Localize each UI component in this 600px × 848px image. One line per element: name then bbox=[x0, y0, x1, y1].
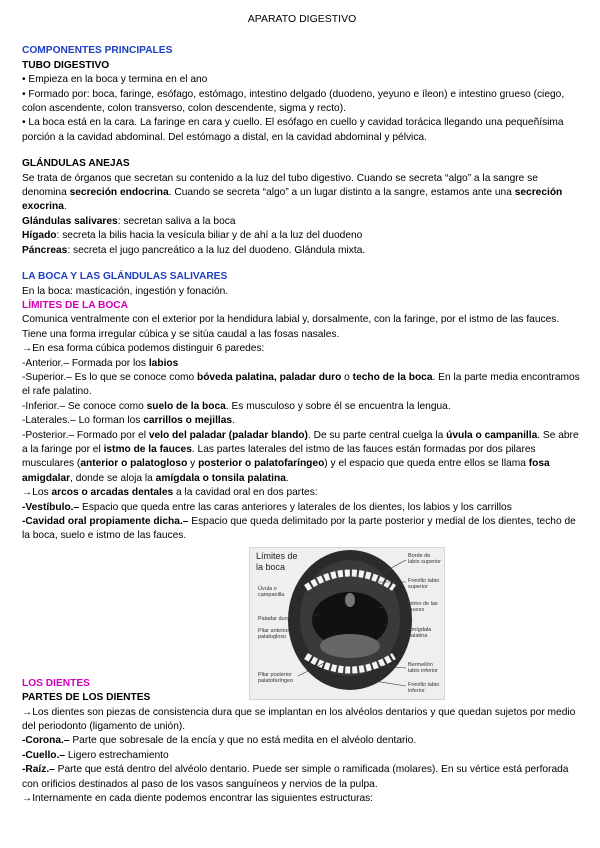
mouth-diagram-figure bbox=[249, 547, 445, 700]
bullet-3: • La boca está en la cara. La faringe en cara y cuello. El esófago en cuello y cavidad torácica llegando una pequeñísima porción a la cavidad abdominal. Del estómago a distal, en la cavidad abdominal y pélvica. bbox=[22, 117, 564, 143]
wall-anterior: -Anterior.– Formada por los labios bbox=[22, 357, 179, 369]
label-paladar-duro: Paladar duro bbox=[258, 616, 290, 622]
teeth-internal: →Internamente en cada diente podemos encontrar las siguientes estructuras: bbox=[22, 793, 374, 805]
label-frenillo-superior: Frenillo labio superior bbox=[408, 578, 440, 590]
mouth-intro: En la boca: masticación, ingestión y fonación. bbox=[22, 285, 229, 297]
wall-superior: -Superior.– Es lo que se conoce como bóveda palatina, paladar duro o techo de la boca. En la parte media encontramos el rafe palatino. bbox=[22, 371, 580, 398]
teeth-paragraph: →Los dientes son piezas de consistencia dura que se implantan en los alvéolos dentarios y que quedan sujetos por medio del periodonto (ligamento de unión). bbox=[22, 706, 576, 733]
tooth-crown: -Corona.– Parte que sobresale de la encía y que no está medita en el alvéolo dentario. bbox=[22, 735, 417, 747]
oral-cavity: -Cavidad oral propiamente dicha.– Espacio que queda delimitado por la parte posterior y medial de los dientes, techo de la boca, suelo e istmo de las fauces. bbox=[22, 516, 576, 542]
gland-liver: Hígado: secreta la bilis hacia la vesícula biliar y de ahí a la luz del duodeno bbox=[22, 230, 363, 242]
figure-caption: Límites de la boca bbox=[256, 551, 298, 572]
section-heading-glands: GLÁNDULAS ANEJAS bbox=[22, 158, 130, 170]
label-pilar-posterior: Pilar posterior palatofaríngeo bbox=[258, 672, 294, 684]
glands-paragraph: Se trata de órganos que secretan su contenido a la luz del tubo digestivo. Cuando se secreta “algo” a la sangre se denomina secreción endocrina. Cuando se secreta “algo” a un lugar distinto a la sangre, estamos ante una secreción exocrina. bbox=[22, 172, 563, 213]
arches-paragraph: →Los arcos o arcadas dentales a la cavidad oral en dos partes: bbox=[22, 487, 318, 499]
vestibule: -Vestíbulo.– Espacio que queda entre las caras anteriores y laterales de los dientes, los labios y los carrillos bbox=[22, 501, 512, 513]
wall-lateral: -Laterales.– Lo forman los carrillos o mejillas. bbox=[22, 415, 235, 427]
page-title: APARATO DIGESTIVO bbox=[247, 13, 357, 25]
tooth-root: -Raíz.– Parte que está dentro del alvéolo dentario. Puede ser simple o ramificada (molares). En su vértice está perforada con orificios destinados al paso de los vasos sanguíneos y nervios de la pulpa. bbox=[22, 764, 569, 790]
gland-pancreas: Páncreas: secreta el jugo pancreático a la luz del duodeno. Glándula mixta. bbox=[22, 244, 366, 256]
wall-posterior: -Posterior.– Formado por el velo del paladar (paladar blando). De su parte central cuelga la úvula o campanilla. Se abre a la faringe por el istmo de la fauces. Las partes laterales del istmo de las fauces están formadas por dos pilares musculares (anterior o palatogloso y posterior o palatofaríngeo) y el espacio que queda entre ellos se llama fosa amigdalar, donde se aloja la amígdala o tonsila palatina. bbox=[22, 429, 579, 484]
label-pilar-anterior: Pilar anterior palatogloso bbox=[258, 628, 290, 640]
walls-intro: →En esa forma cúbica podemos distinguir 6 paredes: bbox=[22, 343, 265, 355]
bullet-1: • Empieza en la boca y termina en el ano bbox=[22, 74, 208, 86]
tooth-neck: -Cuello.– Ligero estrechamiento bbox=[22, 749, 169, 761]
subheading-teeth-parts: PARTES DE LOS DIENTES bbox=[22, 692, 151, 704]
bullet-2: • Formado por: boca, faringe, esófago, estómago, intestino delgado (duodeno, yeyuno e íleon) e intestino grueso (ciego, colon ascendente, colon transverso, colon descendente, sigma y recto). bbox=[22, 88, 565, 115]
label-amigdala: Amígdala palatina bbox=[408, 627, 432, 639]
subheading-limits: LÍMITES DE LA BOCA bbox=[22, 299, 129, 311]
label-borde-labio-superior: Borde de labio superior bbox=[408, 553, 442, 565]
limits-paragraph: Comunica ventralmente con el exterior por la hendidura labial y, dorsalmente, con la faringe, por el istmo de las fauces. Tiene una forma irregular cúbica y se sitúa caudal a las fosas nasales. bbox=[22, 314, 560, 340]
label-uvula: Úvula o campanilla bbox=[258, 586, 285, 598]
label-istmo-fauces: Istmo de las fauces bbox=[408, 601, 438, 613]
label-bermellon: Bermellón labio inferior bbox=[408, 662, 438, 674]
section-heading-teeth: LOS DIENTES bbox=[22, 677, 90, 689]
subheading-tubo: TUBO DIGESTIVO bbox=[22, 59, 110, 71]
section-heading-mouth: LA BOCA Y LAS GLÁNDULAS SALIVARES bbox=[22, 271, 228, 283]
label-frenillo-inferior: Frenillo labio inferior bbox=[408, 682, 440, 694]
wall-inferior: -Inferior.– Se conoce como suelo de la boca. Es musculoso y sobre él se encuentra la lengua. bbox=[22, 400, 451, 412]
section-heading-components: COMPONENTES PRINCIPALES bbox=[22, 45, 173, 57]
gland-salivary: Glándulas salivares: secretan saliva a la boca bbox=[22, 215, 236, 227]
